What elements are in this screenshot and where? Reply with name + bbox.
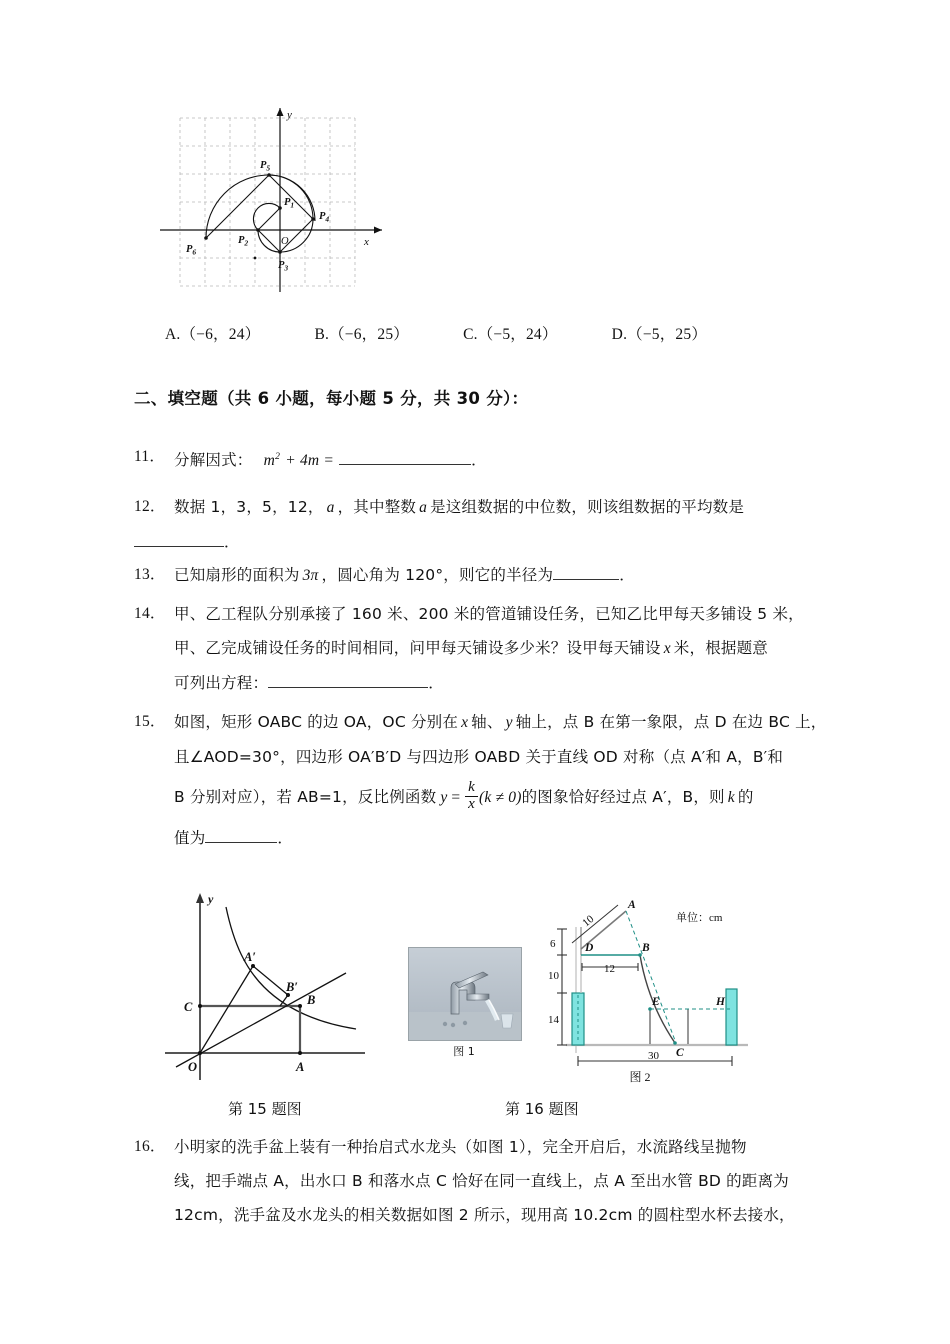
question-16	[134, 1130, 844, 1232]
option-a-letter: A.	[165, 326, 181, 343]
question-15-line-3b: 的图象恰好经过点 A′，B，则	[521, 788, 725, 806]
y-axis-arrow	[277, 108, 284, 116]
y-axis-label: y	[287, 109, 292, 121]
math-axis-x: x	[461, 714, 469, 731]
math-fraction-denominator: x	[465, 796, 478, 813]
fig16-label-c: C	[676, 1047, 684, 1059]
point-label-p6: $P_6$	[186, 244, 197, 257]
fig15-reflected-shape	[200, 966, 288, 1053]
question-14	[134, 597, 839, 700]
question-16-line-3: 12cm，洗手盆及水龙头的相关数据如图 2 所示，现用高 10.2cm 的圆柱型水杯去接水，	[174, 1206, 795, 1224]
question-16-number: 16．	[134, 1138, 166, 1155]
question-14-number: 14．	[134, 605, 166, 622]
point-label-p4: $P_4$	[319, 211, 330, 224]
fig16-dim-10-slant: 10	[580, 913, 597, 930]
origin-label: O	[281, 236, 289, 247]
question-15-line-3c: 的	[737, 788, 754, 806]
question-15	[134, 705, 844, 855]
math-var-a-2: a	[419, 499, 428, 516]
figure1-caption: 图 1	[453, 1045, 475, 1058]
fig15-label-c: C	[184, 1000, 193, 1014]
grid-lines	[180, 118, 355, 286]
option-c-value: （−5，24）	[477, 326, 558, 343]
question-12-period: ．	[224, 533, 240, 551]
question-15-line-3a: B 分别对应），若 AB=1，反比例函数	[174, 788, 437, 806]
point-label-p2: $P_2$	[238, 235, 249, 248]
question-16-line-1: 小明家的洗手盆上装有一种抬启式水龙头（如图 1），完全开启后，水流路线呈抛物	[174, 1138, 747, 1156]
section-heading: 二、填空题（共 6 小题，每小题 5 分，共 30 分）：	[134, 389, 529, 408]
question-13-text-b: ，圆心角为 120°，则它的半径为	[321, 566, 554, 584]
math-fraction	[465, 780, 478, 813]
question-15-line-4: 值为	[174, 829, 206, 847]
answer-blank-11[interactable]	[339, 447, 471, 465]
fig16-label-d: D	[585, 942, 594, 954]
question-13-number: 13．	[134, 566, 166, 583]
fig16-label-a: A	[628, 899, 636, 911]
fig15-label-a-prime: A′	[244, 950, 256, 964]
point-label-p1: $P_1$	[284, 197, 295, 210]
point-label-p5: $P_5$	[260, 160, 271, 173]
fig16-label-e: E	[652, 996, 660, 1008]
math-axis-y: y	[505, 714, 513, 731]
question-12	[134, 490, 834, 559]
point-label-p3: $P_3$	[278, 260, 289, 273]
math-fraction-numerator: k	[468, 779, 475, 796]
question-11-number: 11．	[134, 448, 166, 465]
fig15-label-o: O	[188, 1060, 198, 1074]
question-15-period: ．	[277, 829, 294, 847]
question-12-text-a: 数据 1，3，5，12，	[174, 498, 324, 516]
fig15-label-a: A	[296, 1060, 305, 1074]
spiral-arcs	[206, 175, 315, 252]
fig16-label-b: B	[642, 942, 650, 954]
math-var-a: a	[326, 499, 335, 516]
math-eq-y: y	[440, 789, 448, 806]
answer-blank-14[interactable]	[268, 670, 428, 688]
question-14-line-3: 可列出方程：	[174, 674, 269, 692]
question-13	[134, 558, 834, 593]
option-d-letter: D.	[611, 326, 628, 343]
fig15-hyperbola	[226, 907, 356, 1029]
figures-row	[0, 885, 950, 1100]
figure15-caption: 第 15 题图	[228, 1100, 302, 1118]
question-16-line-2: 线，把手端点 A，出水口 B 和落水点 C 恰好在同一直线上，点 A 至出水管 BD 的距离为	[174, 1172, 789, 1190]
question-12-text-b: ，其中整数	[337, 498, 417, 516]
fig16-dim-12: 12	[604, 963, 615, 975]
answer-options	[165, 322, 845, 344]
fig15-label-b: B	[307, 993, 316, 1007]
option-d[interactable]	[612, 322, 707, 344]
question-15-line-1a: 如图，矩形 OABC 的边 OA，OC 分别在	[174, 713, 459, 731]
math-3pi: 3π	[302, 567, 319, 584]
option-b[interactable]	[314, 322, 409, 344]
fig16-inner-caption: 图 2	[629, 1070, 651, 1084]
option-b-letter: B.	[314, 326, 330, 343]
fig15-y-arrow	[196, 893, 204, 903]
question-14-line-1: 甲、乙工程队分别承接了 160 米、200 米的管道铺设任务，已知乙比甲每天多铺设 5 米，	[174, 605, 804, 623]
x-axis-label: x	[364, 236, 369, 248]
fig16-dim-6: 6	[550, 938, 556, 950]
fig15-axes	[165, 899, 365, 1080]
fig16-unit-label: 单位：cm	[676, 912, 723, 924]
fig15-y-label: y	[208, 892, 214, 906]
math-eq-equals: =	[450, 789, 462, 806]
option-c[interactable]	[463, 322, 558, 344]
question-14-line-2a: 甲、乙完成铺设任务的时间相同，问甲每天铺设多少米？设甲每天铺设	[174, 639, 661, 657]
fig15-points	[198, 964, 302, 1055]
x-axis-arrow	[374, 227, 382, 234]
question-13-text-a: 已知扇形的面积为	[174, 566, 300, 584]
answer-blank-15[interactable]	[205, 825, 277, 843]
question-11	[134, 440, 834, 478]
point-labels	[186, 160, 329, 273]
question-14-period: ．	[428, 674, 444, 692]
math-var-x: x	[663, 640, 671, 657]
math-rest: + 4m =	[285, 452, 335, 470]
fig15-label-b-prime: B′	[286, 980, 298, 994]
figure16-caption: 第 16 题图	[505, 1100, 579, 1118]
question-12-text-c: 是这组数据的中位数，则该组数据的平均数是	[430, 498, 745, 516]
question-11-period: ．	[471, 451, 487, 470]
question10-figure	[150, 100, 410, 300]
math-eq-condition: (k ≠ 0)	[478, 789, 522, 806]
fig16-dimension-values	[548, 913, 660, 1062]
question-15-line-2: 且∠AOD=30°，四边形 OA′B′D 与四边形 OABD 关于直线 OD 对称（点 A′和 A，B′和	[174, 748, 784, 766]
question-15-line-1b: 轴、	[471, 713, 503, 731]
fig16-dim-30: 30	[648, 1050, 659, 1062]
fig16-dim-10: 10	[548, 970, 559, 982]
faucet-photo	[408, 947, 522, 1041]
question15-figure	[160, 885, 370, 1085]
cup	[501, 1014, 513, 1028]
option-b-value: （−6，25）	[329, 326, 409, 343]
math-var-k: k	[727, 789, 735, 806]
question-13-period: ．	[619, 566, 635, 584]
math-m: m	[263, 452, 276, 470]
fig16-line-abc	[626, 911, 676, 1043]
option-a[interactable]	[165, 322, 260, 344]
question-12-number: 12．	[134, 498, 166, 515]
question16-figure	[548, 893, 763, 1093]
math-m-exponent: 2	[275, 451, 281, 462]
question-11-text: 分解因式：	[174, 451, 253, 470]
question-15-line-1c: 轴上，点 B 在第一象限，点 D 在边 BC 上，	[515, 713, 827, 731]
fig16-dim-14: 14	[548, 1014, 559, 1026]
option-d-value: （−5，25）	[627, 326, 708, 343]
fig16-right-wall	[726, 989, 737, 1045]
option-a-value: （−6，24）	[180, 326, 261, 343]
faucet-spout	[467, 994, 489, 1000]
spiral-chords	[206, 175, 313, 252]
fig16-cup	[650, 1009, 688, 1044]
fig16-dimension-lines	[557, 929, 567, 1045]
option-c-letter: C.	[463, 326, 478, 343]
answer-blank-12[interactable]	[134, 529, 224, 547]
question-14-line-2b: 米，根据题意	[673, 639, 768, 657]
fig16-label-h: H	[716, 996, 725, 1008]
question-15-number: 15．	[134, 713, 166, 730]
axes	[160, 108, 382, 292]
answer-blank-13[interactable]	[553, 562, 619, 580]
